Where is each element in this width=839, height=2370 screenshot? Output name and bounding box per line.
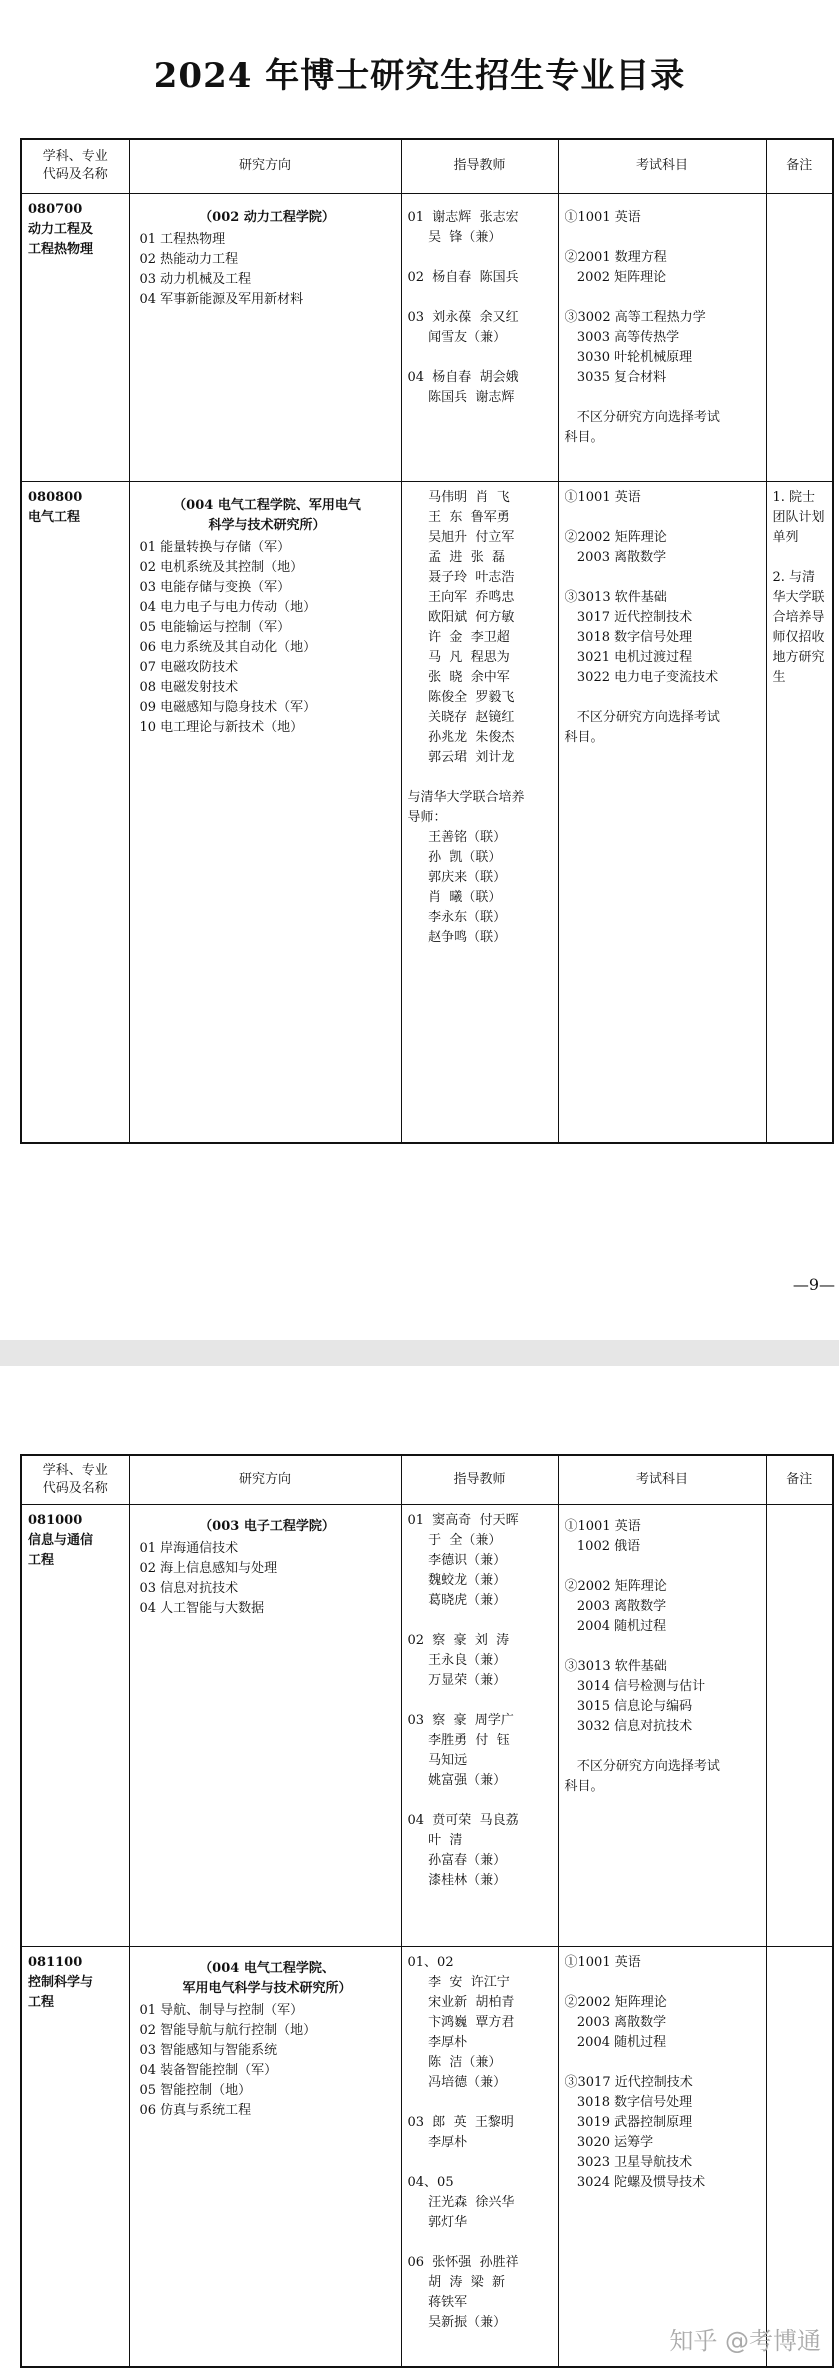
tutor-cell (401, 481, 558, 1143)
tutor-list: 马伟明 肖 飞 王 东 鲁军勇 吴旭升 付立军 孟 进 张 磊 聂子玲 叶志浩 王向军 乔鸣忠 欧阳斌 何方敏 许 金 李卫超 马 凡 程思为 张 晓 余中军 陈俊全 罗毅飞 关晓存 赵镜红 孙兆龙 朱俊杰 郭云珺 刘计龙 与清华大学联合培养 导师： 王善铭（联） 孙 凯（联） 郭庆来（联） 肖 曦（联） 李永东（联） 赵争鸣（联） (407, 489, 525, 945)
exam-list: ①1001 英语 ②2002 矩阵理论 2003 离散数学 ③3013 软件基础 3017 近代控制技术 3018 数字信号处理 3021 电机过渡过程 3022 电力电子变流技术 不区分研究方向选择考试 科目。 (564, 489, 720, 745)
table-row (21, 193, 833, 481)
direction-cell (129, 1505, 401, 1947)
exam-cell (558, 1947, 766, 2367)
header-exam: 考试科目 (558, 139, 766, 193)
catalog-table-2 (20, 1454, 834, 2368)
direction-cell (129, 481, 401, 1143)
direction-cell (129, 1947, 401, 2367)
direction-list: 01 导航、制导与控制（军） 02 智能导航与航行控制（地） 03 智能感知与智能系统 04 装备智能控制（军） 05 智能控制（地） 06 仿真与系统工程 (139, 2003, 317, 2118)
direction-list: 01 工程热物理 02 热能动力工程 03 动力机械及工程 04 军事新能源及军用新材料 (139, 231, 304, 307)
page-number: —9— (792, 1275, 835, 1294)
tutor-list: 01 谢志辉 张志宏 吴 锋（兼） 02 杨自春 陈国兵 03 刘永葆 余又红 闻雪友（兼） 04 杨自春 胡会娥 陈国兵 谢志辉 (407, 209, 519, 405)
table-row (21, 1947, 833, 2367)
institute-name: （004 电气工程学院、 军用电气科学与技术研究所） (182, 1961, 352, 1996)
header-notes: 备注 (766, 1455, 833, 1505)
exam-cell (558, 193, 766, 481)
header-exam: 考试科目 (558, 1455, 766, 1505)
exam-cell (558, 1505, 766, 1947)
tutor-list: 01 窦高奇 付天晖 于 全（兼） 李德识（兼） 魏蛟龙（兼） 葛晓虎（兼） 02 察 豪 刘 涛 王永良（兼） 万显荣（兼） 03 察 豪 周学广 李胜勇 付 钰 马知远 姚富强（兼） 04 贲可荣 马良荔 叶 清 孙富春（兼） 漆桂林（兼） (407, 1513, 519, 1888)
direction-cell (129, 193, 401, 481)
tutor-cell (401, 193, 558, 481)
subject-name: 控制科学与 工程 (28, 1975, 94, 2010)
notes-text: 1. 院士团队计划单列 2. 与清华大学联合培养导师仅招收地方研究生 (772, 489, 825, 685)
header-tutor: 指导教师 (401, 139, 558, 193)
catalog-table-1 (20, 138, 834, 1144)
header-notes: 备注 (766, 139, 833, 193)
catalog-page-2 (0, 1366, 839, 2370)
tutor-list: 01、02 李 安 许江宁 宋业新 胡柏青 卞鸿巍 覃方君 李厚朴 陈 洁（兼） 冯培德（兼） 03 郎 英 王黎明 李厚朴 04、05 汪光森 徐兴华 郭灯华 06 张怀强 孙胜祥 胡 涛 梁 新 蒋铁军 吴新振（兼） (407, 1955, 519, 2330)
notes-cell (766, 1947, 833, 2367)
page-gap (0, 1340, 839, 1366)
subject-name: 动力工程及 工程热物理 (28, 221, 94, 257)
notes-cell (766, 1505, 833, 1947)
tutor-cell (401, 1505, 558, 1947)
direction-list: 01 岸海通信技术 02 海上信息感知与处理 03 信息对抗技术 04 人工智能与大数据 (139, 1541, 278, 1616)
institute-name: （002 动力工程学院） (199, 209, 335, 225)
institute-name: （003 电子工程学院） (199, 1519, 335, 1534)
header-direction: 研究方向 (129, 1455, 401, 1505)
exam-list: ①1001 英语 ②2002 矩阵理论 2003 离散数学 2004 随机过程 ③3017 近代控制技术 3018 数字信号处理 3019 武器控制原理 3020 运筹学 3023 卫星导航技术 3024 陀螺及惯导技术 (564, 1955, 706, 2190)
subject-cell (21, 193, 129, 481)
subject-cell (21, 1947, 129, 2367)
subject-code: 081100 (28, 1955, 83, 1970)
exam-list: ①1001 英语 ②2001 数理方程 2002 矩阵理论 ③3002 高等工程热力学 3003 高等传热学 3030 叶轮机械原理 3035 复合材料 不区分研究方向选择考试 科目。 (564, 209, 720, 445)
table-row (21, 481, 833, 1143)
subject-name: 信息与通信 工程 (28, 1533, 94, 1568)
tutor-cell (401, 1947, 558, 2367)
notes-cell (766, 481, 833, 1143)
subject-code: 080800 (28, 489, 83, 505)
header-subject: 学科、专业 代码及名称 (21, 1455, 129, 1505)
watermark: 知乎 @考博通 (669, 2327, 821, 2355)
subject-cell (21, 481, 129, 1143)
direction-list: 01 能量转换与存储（军） 02 电机系统及其控制（地） 03 电能存储与变换（军） 04 电力电子与电力传动（地） 05 电能输运与控制（军） 06 电力系统及其自动化（地） 07 电磁攻防技术 08 电磁发射技术 09 电磁感知与隐身技术（军） 10 电工理论与新技术（地） (139, 539, 317, 735)
header-tutor: 指导教师 (401, 1455, 558, 1505)
header-subject: 学科、专业 代码及名称 (21, 139, 129, 193)
subject-code: 080700 (28, 201, 83, 217)
notes-cell (766, 193, 833, 481)
table-row (21, 1505, 833, 1947)
exam-cell (558, 481, 766, 1143)
subject-cell (21, 1505, 129, 1947)
header-direction: 研究方向 (129, 139, 401, 193)
exam-list: ①1001 英语 1002 俄语 ②2002 矩阵理论 2003 离散数学 2004 随机过程 ③3013 软件基础 3014 信号检测与估计 3015 信息论与编码 3032 信息对抗技术 不区分研究方向选择考试 科目。 (564, 1519, 720, 1794)
subject-code: 081000 (28, 1513, 83, 1528)
page-title: 2024 年博士研究生招生专业目录 (153, 56, 686, 96)
institute-name: （004 电气工程学院、军用电气 科学与技术研究所） (173, 497, 361, 533)
subject-name: 电气工程 (28, 509, 81, 525)
